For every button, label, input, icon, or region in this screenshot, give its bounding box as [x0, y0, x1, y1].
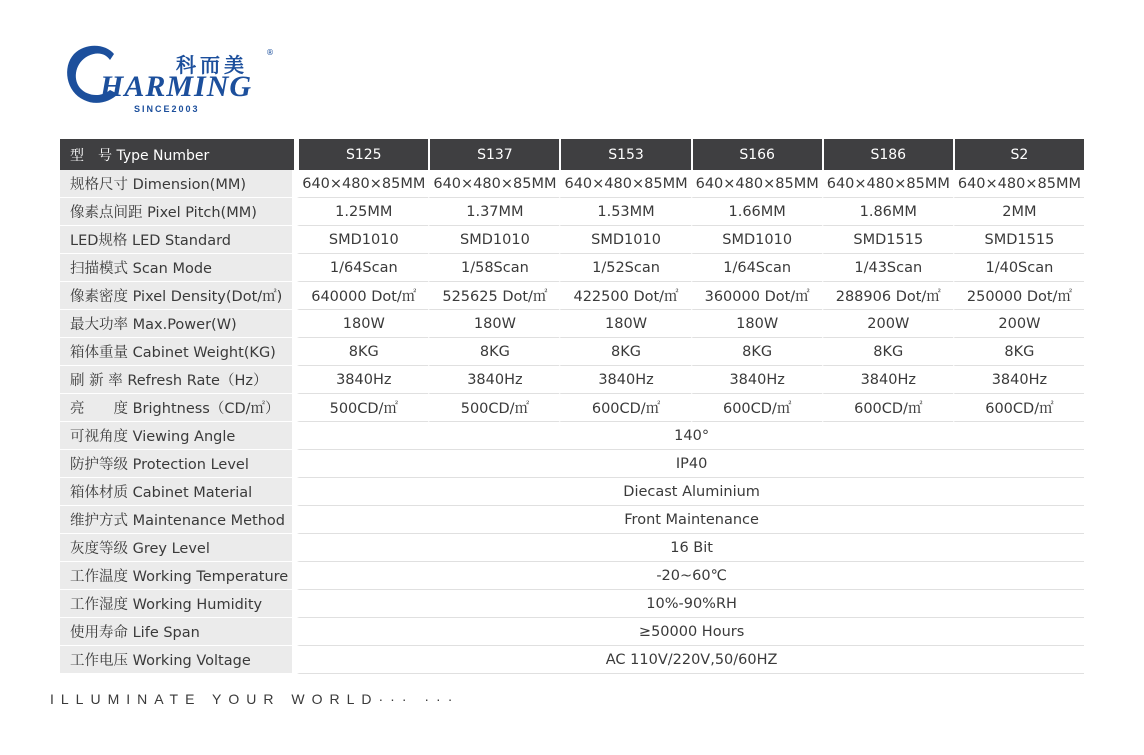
spec-label: 箱体材质 Cabinet Material [60, 478, 297, 506]
spec-value: 1/64Scan [691, 254, 822, 282]
spec-row-shared [60, 534, 1084, 562]
spec-value: 250000 Dot/㎡ [953, 282, 1084, 310]
spec-value-shared: 10%-90%RH [297, 590, 1084, 618]
spec-value: 640×480×85MM [691, 170, 822, 198]
spec-value: 1/40Scan [953, 254, 1084, 282]
spec-value-shared: -20~60℃ [297, 562, 1084, 590]
registered-mark-icon: ® [266, 48, 274, 57]
spec-value: 288906 Dot/㎡ [822, 282, 953, 310]
spec-value: SMD1010 [559, 226, 690, 254]
spec-label: 规格尺寸 Dimension(MM) [60, 170, 297, 198]
spec-value: 1/52Scan [559, 254, 690, 282]
spec-label: 工作电压 Working Voltage [60, 646, 297, 674]
spec-value-shared: IP40 [297, 450, 1084, 478]
spec-row [60, 198, 1084, 226]
spec-value: 8KG [953, 338, 1084, 366]
spec-label: 使用寿命 Life Span [60, 618, 297, 646]
spec-value: 600CD/㎡ [953, 394, 1084, 422]
spec-value: SMD1515 [822, 226, 953, 254]
spec-value: 3840Hz [822, 366, 953, 394]
spec-value: 1/64Scan [297, 254, 428, 282]
spec-value: 3840Hz [428, 366, 559, 394]
spec-label: 刷 新 率 Refresh Rate（Hz） [60, 366, 297, 394]
spec-row-shared [60, 646, 1084, 674]
spec-label: 灰度等级 Grey Level [60, 534, 297, 562]
model-header: S137 [428, 139, 559, 170]
spec-value: SMD1010 [691, 226, 822, 254]
spec-value: 3840Hz [297, 366, 428, 394]
spec-value-shared: Diecast Aluminium [297, 478, 1084, 506]
spec-value: 1.86MM [822, 198, 953, 226]
spec-row-shared [60, 450, 1084, 478]
spec-value: 1/43Scan [822, 254, 953, 282]
model-header: S2 [953, 139, 1084, 170]
spec-value: 200W [822, 310, 953, 338]
spec-value: SMD1010 [428, 226, 559, 254]
spec-row-shared [60, 506, 1084, 534]
spec-row-shared [60, 478, 1084, 506]
spec-value: 360000 Dot/㎡ [691, 282, 822, 310]
spec-row-shared [60, 422, 1084, 450]
spec-row [60, 226, 1084, 254]
spec-value: 8KG [691, 338, 822, 366]
spec-label: 扫描模式 Scan Mode [60, 254, 297, 282]
spec-value: SMD1010 [297, 226, 428, 254]
spec-value: 600CD/㎡ [822, 394, 953, 422]
spec-value: 3840Hz [691, 366, 822, 394]
model-header: S153 [559, 139, 690, 170]
spec-row [60, 338, 1084, 366]
spec-label: 维护方式 Maintenance Method [60, 506, 297, 534]
spec-value: 640×480×85MM [297, 170, 428, 198]
spec-row [60, 282, 1084, 310]
spec-value: 180W [559, 310, 690, 338]
spec-value-shared: ≥50000 Hours [297, 618, 1084, 646]
spec-value: 8KG [559, 338, 690, 366]
spec-label: 亮 度 Brightness（CD/㎡） [60, 394, 297, 422]
spec-value: 180W [691, 310, 822, 338]
spec-value: 180W [297, 310, 428, 338]
spec-value: 640000 Dot/㎡ [297, 282, 428, 310]
spec-value: 500CD/㎡ [297, 394, 428, 422]
spec-value: 640×480×85MM [428, 170, 559, 198]
spec-value: 525625 Dot/㎡ [428, 282, 559, 310]
spec-table [60, 139, 1084, 674]
spec-value: 422500 Dot/㎡ [559, 282, 690, 310]
spec-row-shared [60, 618, 1084, 646]
spec-value: SMD1515 [953, 226, 1084, 254]
spec-value: 640×480×85MM [559, 170, 690, 198]
spec-value-shared: 140° [297, 422, 1084, 450]
spec-value-shared: AC 110V/220V,50/60HZ [297, 646, 1084, 674]
brand-wordmark: HARMING [100, 70, 253, 103]
model-header: S186 [822, 139, 953, 170]
header-label: 型 号 Type Number [60, 139, 297, 170]
spec-value: 600CD/㎡ [691, 394, 822, 422]
spec-value-shared: 16 Bit [297, 534, 1084, 562]
spec-label: 最大功率 Max.Power(W) [60, 310, 297, 338]
spec-value: 180W [428, 310, 559, 338]
spec-value: 3840Hz [953, 366, 1084, 394]
spec-value: 1/58Scan [428, 254, 559, 282]
spec-row-shared [60, 562, 1084, 590]
spec-label: 可视角度 Viewing Angle [60, 422, 297, 450]
spec-label: 箱体重量 Cabinet Weight(KG) [60, 338, 297, 366]
spec-value: 640×480×85MM [953, 170, 1084, 198]
spec-body [60, 170, 1084, 674]
spec-row [60, 394, 1084, 422]
spec-value: 1.25MM [297, 198, 428, 226]
spec-row [60, 366, 1084, 394]
spec-value: 8KG [428, 338, 559, 366]
spec-value: 2MM [953, 198, 1084, 226]
spec-label: 像素点间距 Pixel Pitch(MM) [60, 198, 297, 226]
brand-chinese-name: 科而美 [176, 53, 248, 77]
spec-value: 600CD/㎡ [559, 394, 690, 422]
spec-value: 1.53MM [559, 198, 690, 226]
spec-value: 500CD/㎡ [428, 394, 559, 422]
spec-label: 工作湿度 Working Humidity [60, 590, 297, 618]
spec-value-shared: Front Maintenance [297, 506, 1084, 534]
spec-label: 像素密度 Pixel Density(Dot/㎡) [60, 282, 297, 310]
spec-value: 200W [953, 310, 1084, 338]
spec-label: 工作温度 Working Temperature [60, 562, 297, 590]
spec-value: 640×480×85MM [822, 170, 953, 198]
spec-row-shared [60, 590, 1084, 618]
brand-logo [62, 40, 282, 120]
footer-slogan: ILLUMINATE YOUR WORLD··· ··· [50, 691, 460, 707]
spec-label: 防护等级 Protection Level [60, 450, 297, 478]
spec-value: 8KG [297, 338, 428, 366]
spec-value: 3840Hz [559, 366, 690, 394]
spec-row [60, 310, 1084, 338]
spec-label: LED规格 LED Standard [60, 226, 297, 254]
spec-row [60, 170, 1084, 198]
spec-value: 1.37MM [428, 198, 559, 226]
spec-row [60, 254, 1084, 282]
spec-value: 1.66MM [691, 198, 822, 226]
brand-since: SINCE2003 [134, 104, 200, 114]
spec-value: 8KG [822, 338, 953, 366]
model-header: S166 [691, 139, 822, 170]
model-header: S125 [297, 139, 428, 170]
header-row [60, 139, 1084, 170]
